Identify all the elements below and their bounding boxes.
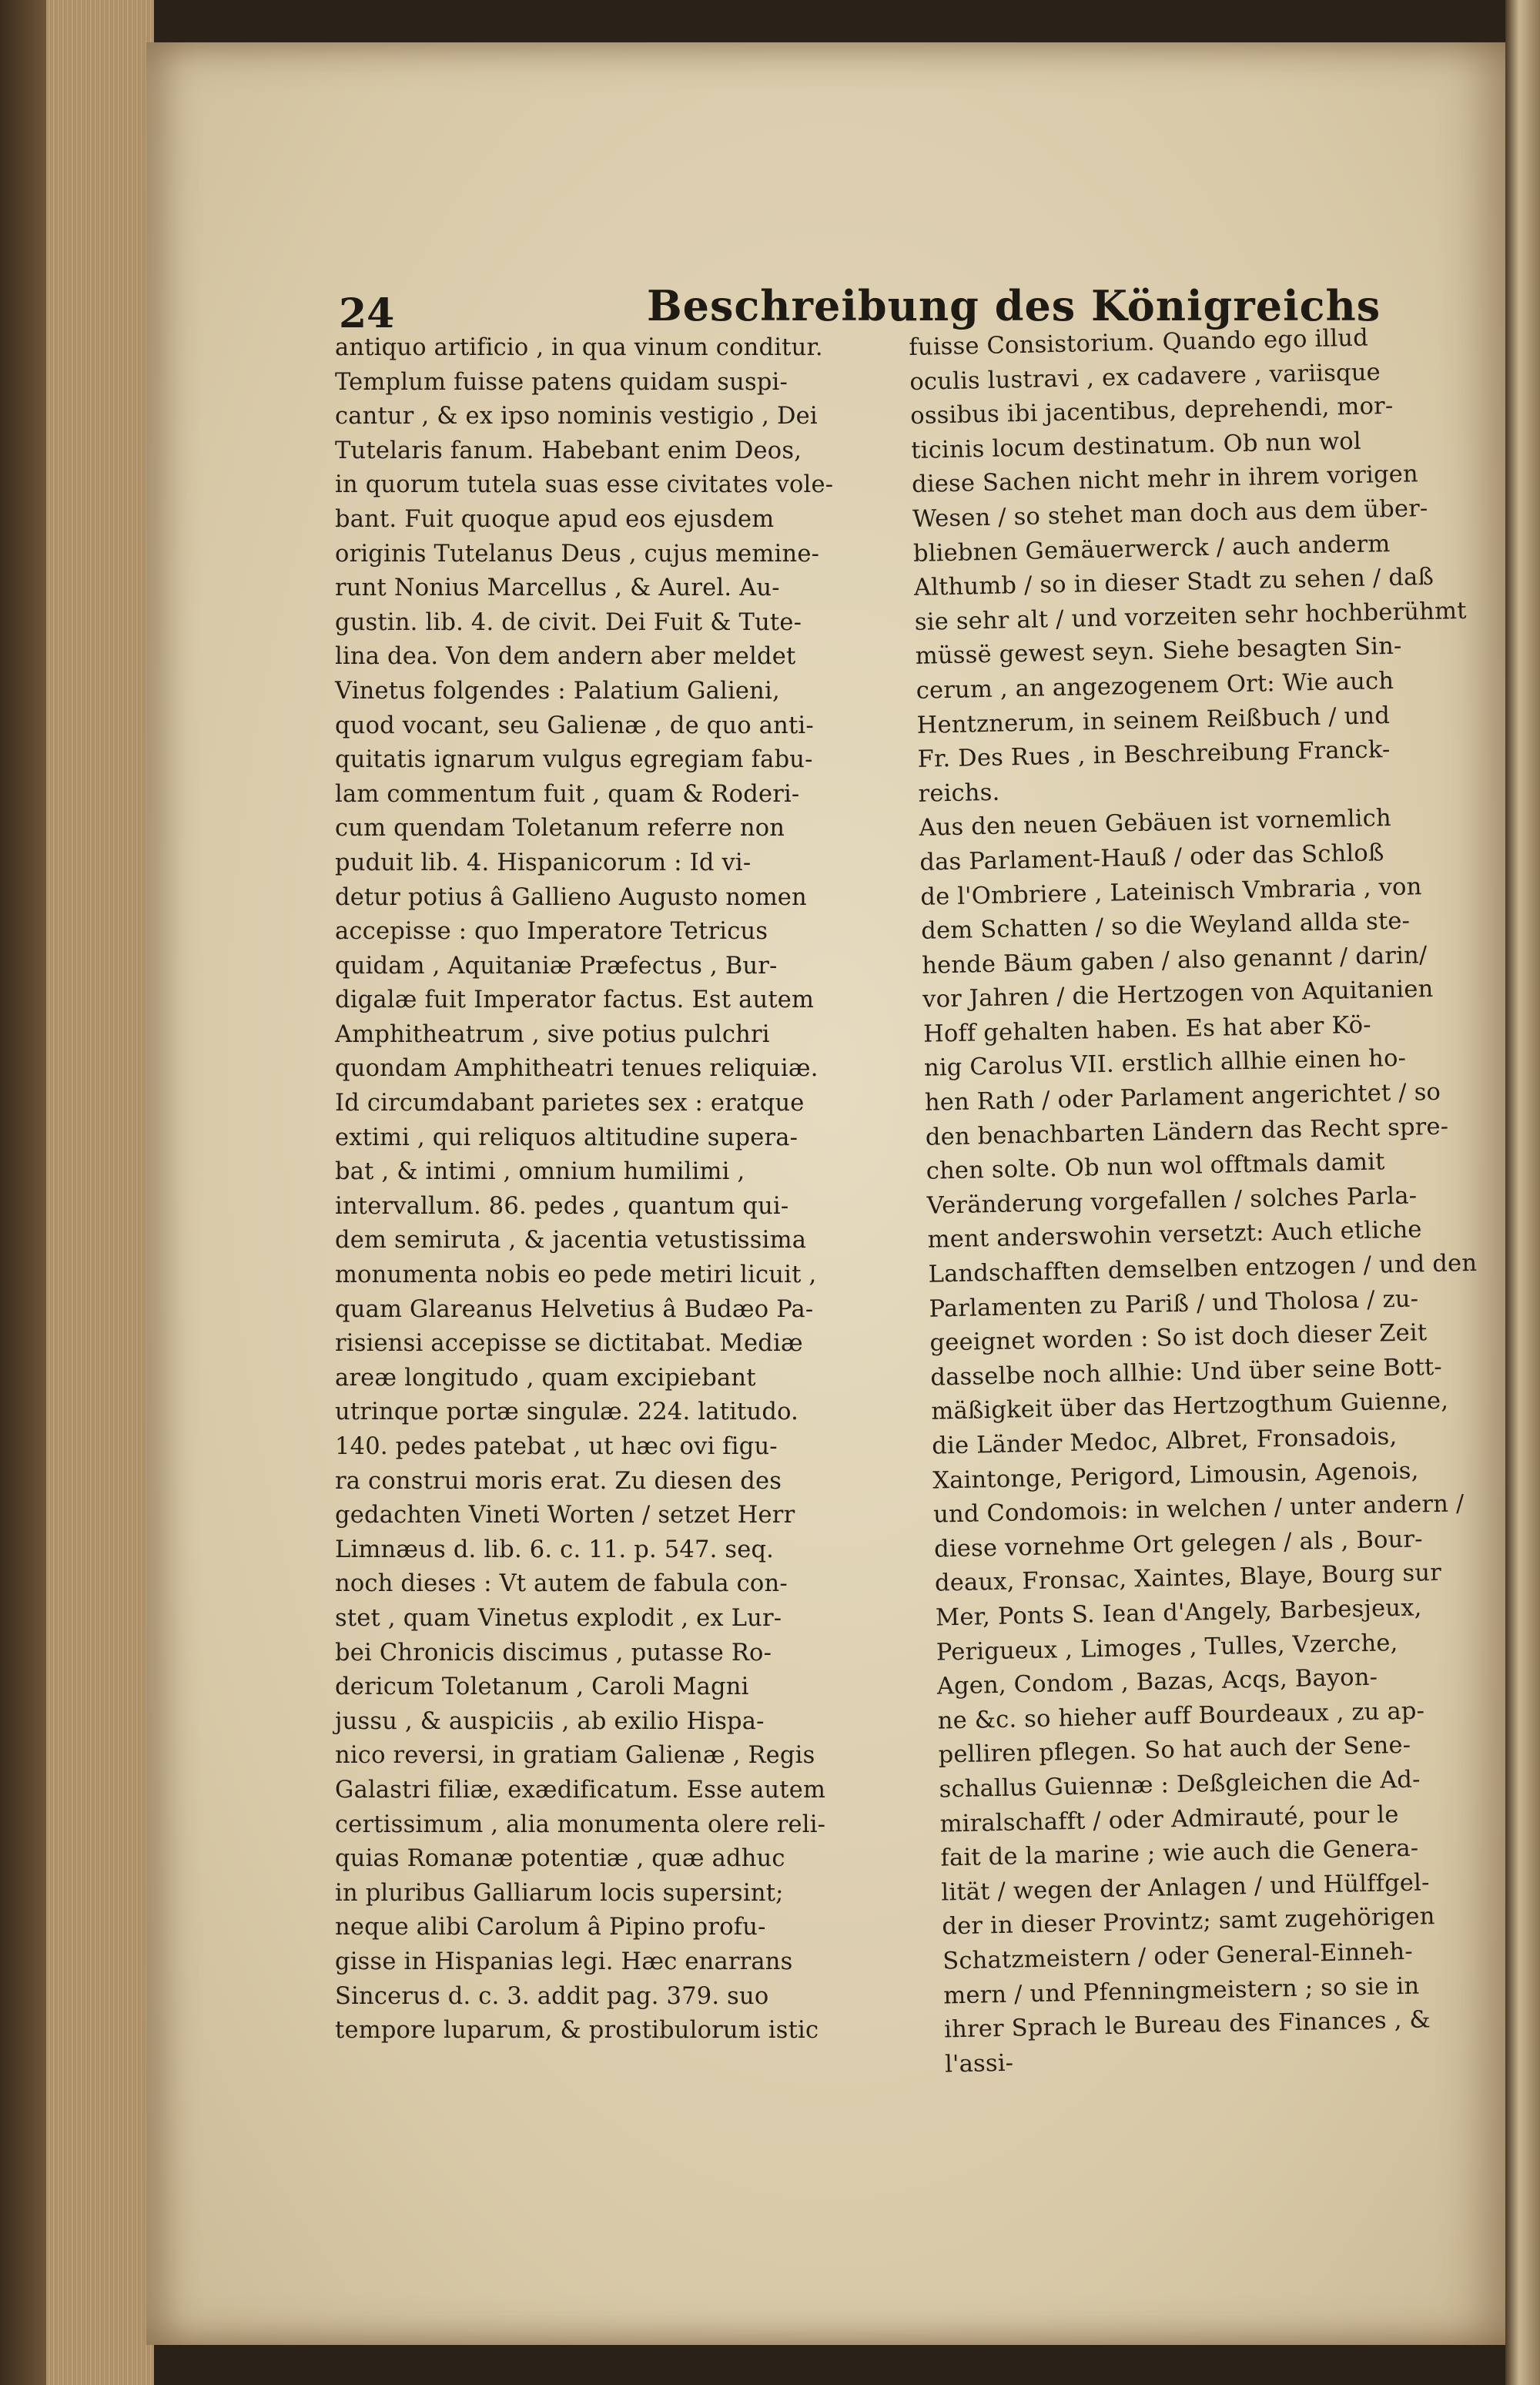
text-line: Agen, Condom , Bazas, Acqs, Bayon- [936, 1663, 1378, 1700]
text-line: runt Nonius Marcellus , & Aurel. Au- [335, 574, 780, 602]
text-line: bei Chronicis discimus , putasse Ro- [335, 1639, 772, 1666]
text-line: müssë gewest seyn. Siehe besagten Sin- [915, 633, 1402, 671]
text-line: Xaintonge, Perigord, Limousin, Agenois, [932, 1457, 1419, 1495]
text-line: detur potius â Gallieno Augusto nomen [335, 883, 807, 911]
text-line: ment anderswohin versetzt: Auch etliche [927, 1216, 1422, 1254]
page-heading: Beschreibung des Königreichs [647, 281, 1381, 330]
text-line: extimi , qui reliquos altitudine supera- [335, 1124, 798, 1151]
text-line: utrinque portæ singulæ. 224. latitudo. [335, 1399, 799, 1426]
text-line: neque alibi Carolum â Pipino profu- [335, 1914, 766, 1941]
text-line: Templum fuisse patens quidam suspi- [335, 368, 788, 396]
text-line: digalæ fuit Imperator factus. Est autem [335, 986, 815, 1014]
text-line: intervallum. 86. pedes , quantum qui- [335, 1192, 789, 1220]
text-line: vor Jahren / die Hertzogen von Aquitanien [922, 976, 1434, 1014]
left-text-column [335, 331, 889, 2048]
text-line: jussu , & auspiciis , ab exilio Hispa- [335, 1707, 765, 1735]
text-line: ticinis locum destinatum. Ob nun wol [910, 427, 1362, 464]
text-line: Limnæus d. lib. 6. c. 11. p. 547. seq. [335, 1536, 775, 1563]
text-line: quitatis ignarum vulgus egregiam fabu- [335, 746, 813, 774]
text-line: lität / wegen der Anlagen / und Hülffgel- [941, 1868, 1430, 1907]
text-line: de l'Ombriere , Lateinisch Vmbraria , von [920, 873, 1422, 911]
text-line: gisse in Hispanias legi. Hæc enarrans [335, 1948, 793, 1975]
text-line: gustin. lib. 4. de civit. Dei Fuit & Tute- [335, 608, 802, 636]
text-line: chen solte. Ob nun wol offtmals damit [926, 1148, 1385, 1186]
text-line: Mer, Ponts S. Iean d'Angely, Barbesjeux, [935, 1594, 1422, 1632]
text-line: antiquo artificio , in qua vinum conditur. [335, 334, 823, 361]
text-line: nig Carolus VII. erstlich allhie einen ho- [923, 1045, 1407, 1083]
book-binding-edge [1505, 0, 1540, 2385]
text-line: Hentznerum, in seinem Reißbuch / und [916, 702, 1391, 739]
text-line: stet , quam Vinetus explodit , ex Lur- [335, 1604, 782, 1632]
text-line: diese Sachen nicht mehr in ihrem vorigen [911, 461, 1419, 499]
text-line: das Parlament-Hauß / oder das Schloß [919, 839, 1384, 876]
text-line: noch dieses : Vt autem de fabula con- [335, 1570, 788, 1598]
text-line: ossibus ibi jacentibus, deprehendi, mor- [909, 393, 1394, 430]
text-line: mäßigkeit über das Hertzogthum Guienne, [931, 1388, 1449, 1426]
text-line: cantur , & ex ipso nominis vestigio , Dei [335, 403, 818, 430]
text-line: hende Bäum gaben / also genannt / darin/ [921, 941, 1428, 980]
text-line: Veränderung vorgefallen / solches Parla- [926, 1182, 1418, 1220]
text-line: Aus den neuen Gebäuen ist vornemlich [919, 805, 1392, 842]
text-line: lam commentum fuit , quam & Roderi- [335, 780, 800, 808]
text-line: der in dieser Provintz; samt zugehörigen [942, 1903, 1435, 1941]
text-line: quias Romanæ potentiæ , quæ adhuc [335, 1845, 785, 1873]
text-line: Id circumdabant parietes sex : eratque [335, 1090, 805, 1117]
text-line: ra construi moris erat. Zu diesen des [335, 1467, 782, 1495]
text-line: dem semiruta , & jacentia vetustissima [335, 1227, 807, 1254]
text-line: quod vocant, seu Galienæ , de quo anti- [335, 712, 814, 739]
text-line: in quorum tutela suas esse civitates vole- [335, 471, 834, 499]
book-cover-edge [0, 0, 46, 2385]
text-line: diese vornehme Ort gelegen / als , Bour- [933, 1526, 1424, 1563]
text-line: Hoff gehalten haben. Es hat aber Kö- [922, 1011, 1372, 1048]
text-line: ihrer Sprach le Bureau des Finances , & [943, 2006, 1431, 2044]
text-line: quam Glareanus Helvetius â Budæo Pa- [335, 1295, 814, 1323]
text-line: pelliren pflegen. So hat auch der Sene- [938, 1732, 1411, 1769]
text-line: schallus Guiennæ : Deßgleichen die Ad- [939, 1766, 1421, 1804]
text-line: originis Tutelanus Deus , cujus memine- [335, 540, 820, 568]
text-line: Perigueux , Limoges , Tulles, Vzerche, [936, 1629, 1398, 1666]
text-line: miralschafft / oder Admirauté, pour le [939, 1800, 1399, 1838]
text-line: quidam , Aquitaniæ Præfectus , Bur- [335, 952, 778, 980]
text-line: geeignet worden : So ist doch dieser Zeit [929, 1319, 1428, 1357]
text-line: quondam Amphitheatri tenues reliquiæ. [335, 1055, 819, 1083]
text-line: den benachbarten Ländern das Recht spre- [925, 1113, 1449, 1151]
text-line: Sincerus d. c. 3. addit pag. 379. suo [335, 1982, 769, 2010]
text-line: und Condomois: in welchen / unter andern / [932, 1490, 1465, 1529]
text-line: bant. Fuit quoque apud eos ejusdem [335, 505, 775, 533]
text-line: monumenta nobis eo pede metiri licuit , [335, 1261, 817, 1289]
text-line: ne &c. so hieher auff Bourdeaux , zu ap- [937, 1697, 1425, 1735]
text-line: Tutelaris fanum. Habebant enim Deos, [335, 437, 802, 464]
page-number: 24 [339, 290, 395, 337]
text-line: Landschafften demselben entzogen / und den [928, 1249, 1478, 1288]
text-line: tempore luparum, & prostibulorum istic [335, 2017, 819, 2045]
text-line: Vinetus folgendes : Palatium Galieni, [335, 677, 780, 705]
text-line: reichs. [918, 779, 1000, 808]
right-text-column [909, 320, 1507, 2082]
text-line: dericum Toletanum , Caroli Magni [335, 1673, 749, 1701]
text-line: certissimum , alia monumenta olere reli- [335, 1811, 826, 1838]
text-line: mern / und Pfenningmeistern ; so sie in [942, 1972, 1420, 2010]
text-line: in pluribus Galliarum locis supersint; [335, 1879, 784, 1907]
text-line: gedachten Vineti Worten / setzet Herr [335, 1502, 795, 1529]
text-line: oculis lustravi , ex cadavere , variisque [909, 358, 1381, 396]
text-line: Parlamenten zu Pariß / und Tholosa / zu- [929, 1285, 1419, 1323]
text-line: cum quendam Toletanum referre non [335, 815, 785, 842]
text-line: accepisse : quo Imperatore Tetricus [335, 918, 768, 946]
text-line: bliebnen Gemäuerwerck / auch anderm [912, 530, 1391, 568]
text-line: l'assi- [944, 2049, 1014, 2079]
text-line: areæ longitudo , quam excipiebant [335, 1364, 756, 1392]
text-line: fait de la marine ; wie auch die Genera- [940, 1834, 1419, 1872]
text-line: risiensi accepisse se dictitabat. Mediæ [335, 1330, 803, 1358]
text-line: cerum , an angezogenem Ort: Wie auch [916, 667, 1394, 705]
text-line: 140. pedes patebat , ut hæc ovi figu- [335, 1433, 778, 1460]
text-line: fuisse Consistorium. Quando ego illud [909, 324, 1369, 361]
text-line: Amphitheatrum , sive potius pulchri [335, 1020, 770, 1048]
text-line: Schatzmeistern / oder General-Einneh- [942, 1938, 1414, 1975]
text-line: puduit lib. 4. Hispanicorum : Id vi- [335, 849, 752, 876]
text-line: sie sehr alt / und vorzeiten sehr hochberühmt [914, 597, 1467, 636]
text-line: bat , & intimi , omnium humilimi , [335, 1158, 745, 1186]
text-line: Althumb / so in dieser Stadt zu sehen / daß [913, 563, 1435, 602]
text-line: Wesen / so stehet man doch aus dem über- [912, 494, 1428, 533]
text-line: dem Schatten / so die Weyland allda ste- [920, 907, 1411, 945]
text-line: dasselbe noch allhie: Und über seine Bott- [930, 1353, 1443, 1392]
text-line: die Länder Medoc, Albret, Fronsadois, [931, 1423, 1398, 1460]
text-line: lina dea. Von dem andern aber meldet [335, 643, 796, 671]
text-line: deaux, Fronsac, Xaintes, Blaye, Bourg sur [934, 1559, 1442, 1598]
text-line: hen Rath / oder Parlament angerichtet / so [924, 1078, 1441, 1117]
text-line: Fr. Des Rues , in Beschreibung Franck- [917, 736, 1391, 773]
text-line: Galastri filiæ, exædificatum. Esse autem [335, 1776, 826, 1804]
text-line: nico reversi, in gratiam Galienæ , Regis [335, 1742, 815, 1770]
